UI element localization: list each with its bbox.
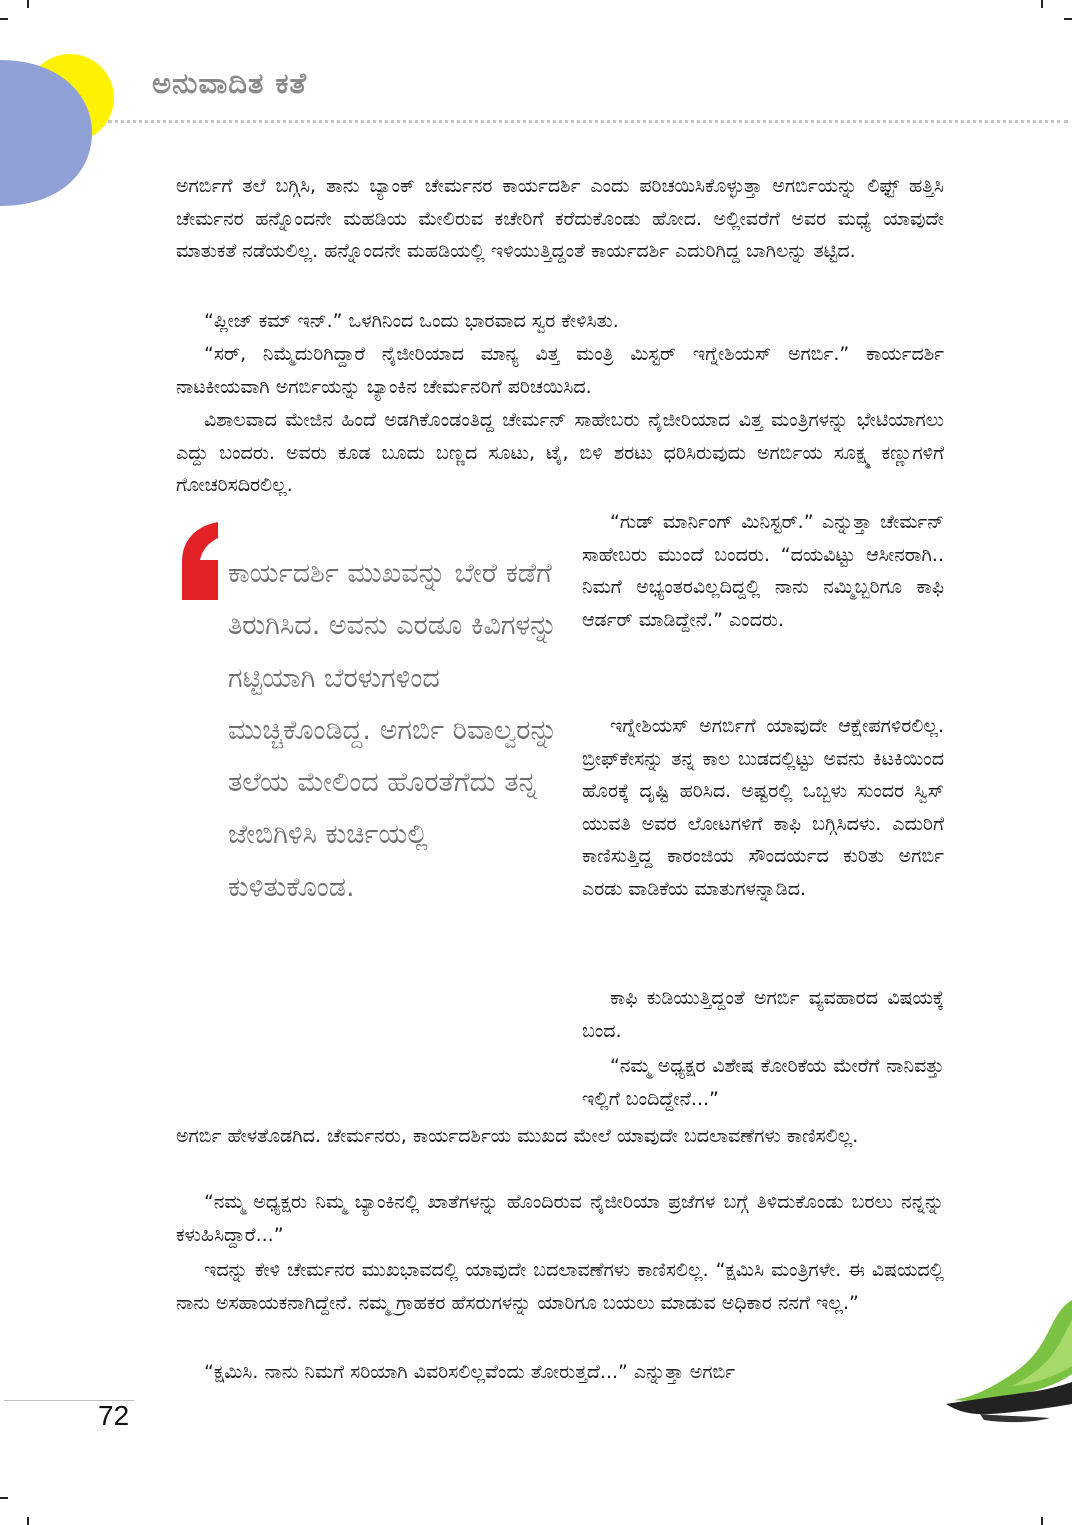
pull-quote: ಕಾರ್ಯದರ್ಶಿ ಮುಖವನ್ನು ಬೇರೆ ಕಡೆಗೆ ತಿರುಗಿಸಿದ. ಅವನು ಎರಡೂ ಕಿವಿಗಳನ್ನು ಗಟ್ಟಿಯಾಗಿ ಬೆರಳುಗಳಿಂದ ಮುಚ್ಚಿಕೊಂಡಿದ್ದ. ಅಗರ್ಬಿ ರಿವಾಲ್ವರನ್ನು ತಲೆಯ ಮೇಲಿಂದ ಹೊರತೆಗೆದು ತನ್ನ ಜೇಬಿಗಿಳಿಸಿ ಕುರ್ಚಿಯಲ್ಲಿ ಕುಳಿತುಕೊಂಡ.: [228, 558, 558, 903]
body-paragraph: “ಕ್ಷಮಿಸಿ. ನಾನು ನಿಮಗೆ ಸರಿಯಾಗಿ ವಿವರಿಸಲಿಲ್ಲವೆಂದು ತೋರುತ್ತದೆ...” ಎನ್ನುತ್ತಾ ಅಗರ್ಬಿ: [204, 1361, 736, 1383]
header-dotted-rule: [108, 120, 1068, 123]
header-circles-decoration: [0, 50, 120, 210]
brush-stroke-decoration: [940, 1300, 1072, 1430]
body-paragraph: ಅಗರ್ಬಿಗೆ ತಲೆ ಬಗ್ಗಿಸಿ, ತಾನು ಬ್ಯಾಂಕ್ ಚೇರ್ಮನರ ಕಾರ್ಯದರ್ಶಿ ಎಂದು ಪರಿಚಯಿಸಿಕೊಳ್ಳುತ್ತಾ ಅಗರ್ಬಿಯನ್ನು ಲಿಫ್ಟ್ ಹತ್ತಿಸಿ ಚೇರ್ಮನರ ಹನ್ನೊಂದನೇ ಮಹಡಿಯ ಮೇಲಿರುವ ಕಚೇರಿಗೆ ಕರೆದುಕೊಂಡು ಹೋದ. ಅಲ್ಲೀವರೆಗೆ ಅವರ ಮಧ್ಯೆ ಯಾವುದೇ ಮಾತುಕತೆ ನಡೆಯಲಿಲ್ಲ. ಹನ್ನೊಂದನೇ ಮಹಡಿಯಲ್ಲಿ ಇಳಿಯುತ್ತಿದ್ದಂತೆ ಕಾರ್ಯದರ್ಶಿ ಎದುರಿಗಿದ್ದ ಬಾಗಿಲನ್ನು ತಟ್ಟಿದ.: [176, 175, 944, 262]
body-paragraph: ವಿಶಾಲವಾದ ಮೇಜಿನ ಹಿಂದೆ ಅಡಗಿಕೊಂಡಂತಿದ್ದ ಚೇರ್ಮನ್ ಸಾಹೇಬರು ನೈಜೀರಿಯಾದ ವಿತ್ತ ಮಂತ್ರಿಗಳನ್ನು ಭೇಟಿಯಾಗಲು ಎದ್ದು ಬಂದರು. ಅವರು ಕೂಡ ಬೂದು ಬಣ್ಣದ ಸೂಟು, ಟೈ, ಬಿಳಿ ಶರಟು ಧರಿಸಿರುವುದು ಅಗರ್ಬಿಯ ಸೂಕ್ಷ್ಮ ಕಣ್ಣುಗಳಿಗೆ ಗೋಚರಿಸದಿರಲಿಲ್ಲ.: [176, 409, 944, 496]
quote-mark-icon: [178, 522, 218, 602]
section-title: ಅನುವಾದಿತ ಕತೆ: [152, 66, 308, 100]
crop-mark-bottom-right: [1041, 1517, 1043, 1525]
body-paragraph: “ಪ್ಲೀಜ್ ಕಮ್ ಇನ್.” ಒಳಗಿನಿಂದ ಒಂದು ಭಾರವಾದ ಸ್ವರ ಕೇಳಿಸಿತು.: [204, 310, 619, 332]
body-paragraph: “ನಮ್ಮ ಅಧ್ಯಕ್ಷರ ವಿಶೇಷ ಕೋರಿಕೆಯ ಮೇರೆಗೆ ನಾನಿವತ್ತು ಇಲ್ಲಿಗೆ ಬಂದಿದ್ದೇನೆ...”: [582, 1055, 944, 1110]
body-paragraph: “ಗುಡ್ ಮಾರ್ನಿಂಗ್ ಮಿನಿಸ್ಟರ್.” ಎನ್ನುತ್ತಾ ಚೇರ್ಮನ್ ಸಾಹೇಬರು ಮುಂದೆ ಬಂದರು. “ದಯವಿಟ್ಟು ಆಸೀನರಾಗಿ.. ನಿಮಗೆ ಅಭ್ಯಂತರವಿಲ್ಲದಿದ್ದಲ್ಲಿ ನಾನು ನಮ್ಮಿಬ್ಬರಿಗೂ ಕಾಫಿ ಆರ್ಡರ್ ಮಾಡಿದ್ದೇನೆ.” ಎಂದರು.: [582, 511, 944, 631]
page-number: 72: [98, 1400, 130, 1431]
crop-mark-right-top: [1064, 18, 1072, 20]
crop-mark-bottom-left: [27, 1517, 29, 1525]
body-paragraph: “ಸರ್, ನಿಮ್ಮೆದುರಿಗಿದ್ದಾರೆ ನೈಜೀರಿಯಾದ ಮಾನ್ಯ ವಿತ್ತ ಮಂತ್ರಿ ಮಿಸ್ಟರ್ ಇಗ್ನೇಶಿಯಸ್ ಅಗರ್ಬಿ.” ಕಾರ್ಯದರ್ಶಿ ನಾಟಕೀಯವಾಗಿ ಅಗರ್ಬಿಯನ್ನು ಬ್ಯಾಂಕಿನ ಚೇರ್ಮನರಿಗೆ ಪರಿಚಯಿಸಿದ.: [176, 343, 944, 398]
body-paragraph: ಇಗ್ನೇಶಿಯಸ್ ಅಗರ್ಬಿಗೆ ಯಾವುದೇ ಆಕ್ಷೇಪಗಳಿರಲಿಲ್ಲ. ಬ್ರೀಫ್‌ಕೇಸನ್ನು ತನ್ನ ಕಾಲ ಬುಡದಲ್ಲಿಟ್ಟು ಅವನು ಕಿಟಕಿಯಿಂದ ಹೊರಕ್ಕೆ ದೃಷ್ಟಿ ಹರಿಸಿದ. ಅಷ್ಟರಲ್ಲಿ ಒಬ್ಬಳು ಸುಂದರ ಸ್ವಿಸ್ ಯುವತಿ ಅವರ ಲೋಟಗಳಿಗೆ ಕಾಫಿ ಬಗ್ಗಿಸಿದಳು. ಎದುರಿಗೆ ಕಾಣಿಸುತ್ತಿದ್ದ ಕಾರಂಜಿಯ ಸೌಂದರ್ಯದ ಕುರಿತು ಅಗರ್ಬಿ ಎರಡು ವಾಡಿಕೆಯ ಮಾತುಗಳನ್ನಾಡಿದ.: [582, 715, 944, 900]
crop-mark-left-bottom: [0, 1497, 8, 1499]
body-paragraph: “ನಮ್ಮ ಅಧ್ಯಕ್ಷರು ನಿಮ್ಮ ಬ್ಯಾಂಕಿನಲ್ಲಿ ಖಾತೆಗಳನ್ನು ಹೊಂದಿರುವ ನೈಜೀರಿಯಾ ಪ್ರಜೆಗಳ ಬಗ್ಗೆ ತಿಳಿದುಕೊಂಡು ಬರಲು ನನ್ನನ್ನು ಕಳುಹಿಸಿದ್ದಾರೆ...”: [176, 1191, 944, 1246]
body-paragraph: ಕಾಫಿ ಕುಡಿಯುತ್ತಿದ್ದಂತೆ ಅಗರ್ಬಿ ವ್ಯವಹಾರದ ವಿಷಯಕ್ಕೆ ಬಂದ.: [582, 987, 944, 1042]
crop-mark-top-left: [27, 0, 29, 8]
body-paragraph: ಇದನ್ನು ಕೇಳಿ ಚೇರ್ಮನರ ಮುಖಭಾವದಲ್ಲಿ ಯಾವುದೇ ಬದಲಾವಣೆಗಳು ಕಾಣಿಸಲಿಲ್ಲ. “ಕ್ಷಮಿಸಿ ಮಂತ್ರಿಗಳೇ. ಈ ವಿಷಯದಲ್ಲಿ ನಾನು ಅಸಹಾಯಕನಾಗಿದ್ದೇನೆ. ನಮ್ಮ ಗ್ರಾಹಕರ ಹೆಸರುಗಳನ್ನು ಯಾರಿಗೂ ಬಯಲು ಮಾಡುವ ಅಧಿಕಾರ ನನಗೆ ಇಲ್ಲ.”: [176, 1259, 944, 1314]
crop-mark-left-top: [0, 18, 8, 20]
crop-mark-top-right: [1041, 0, 1043, 8]
body-paragraph: ಅಗರ್ಬಿ ಹೇಳತೊಡಗಿದ. ಚೇರ್ಮನರು, ಕಾರ್ಯದರ್ಶಿಯ ಮುಖದ ಮೇಲೆ ಯಾವುದೇ ಬದಲಾವಣೆಗಳು ಕಾಣಿಸಲಿಲ್ಲ.: [176, 1125, 859, 1147]
